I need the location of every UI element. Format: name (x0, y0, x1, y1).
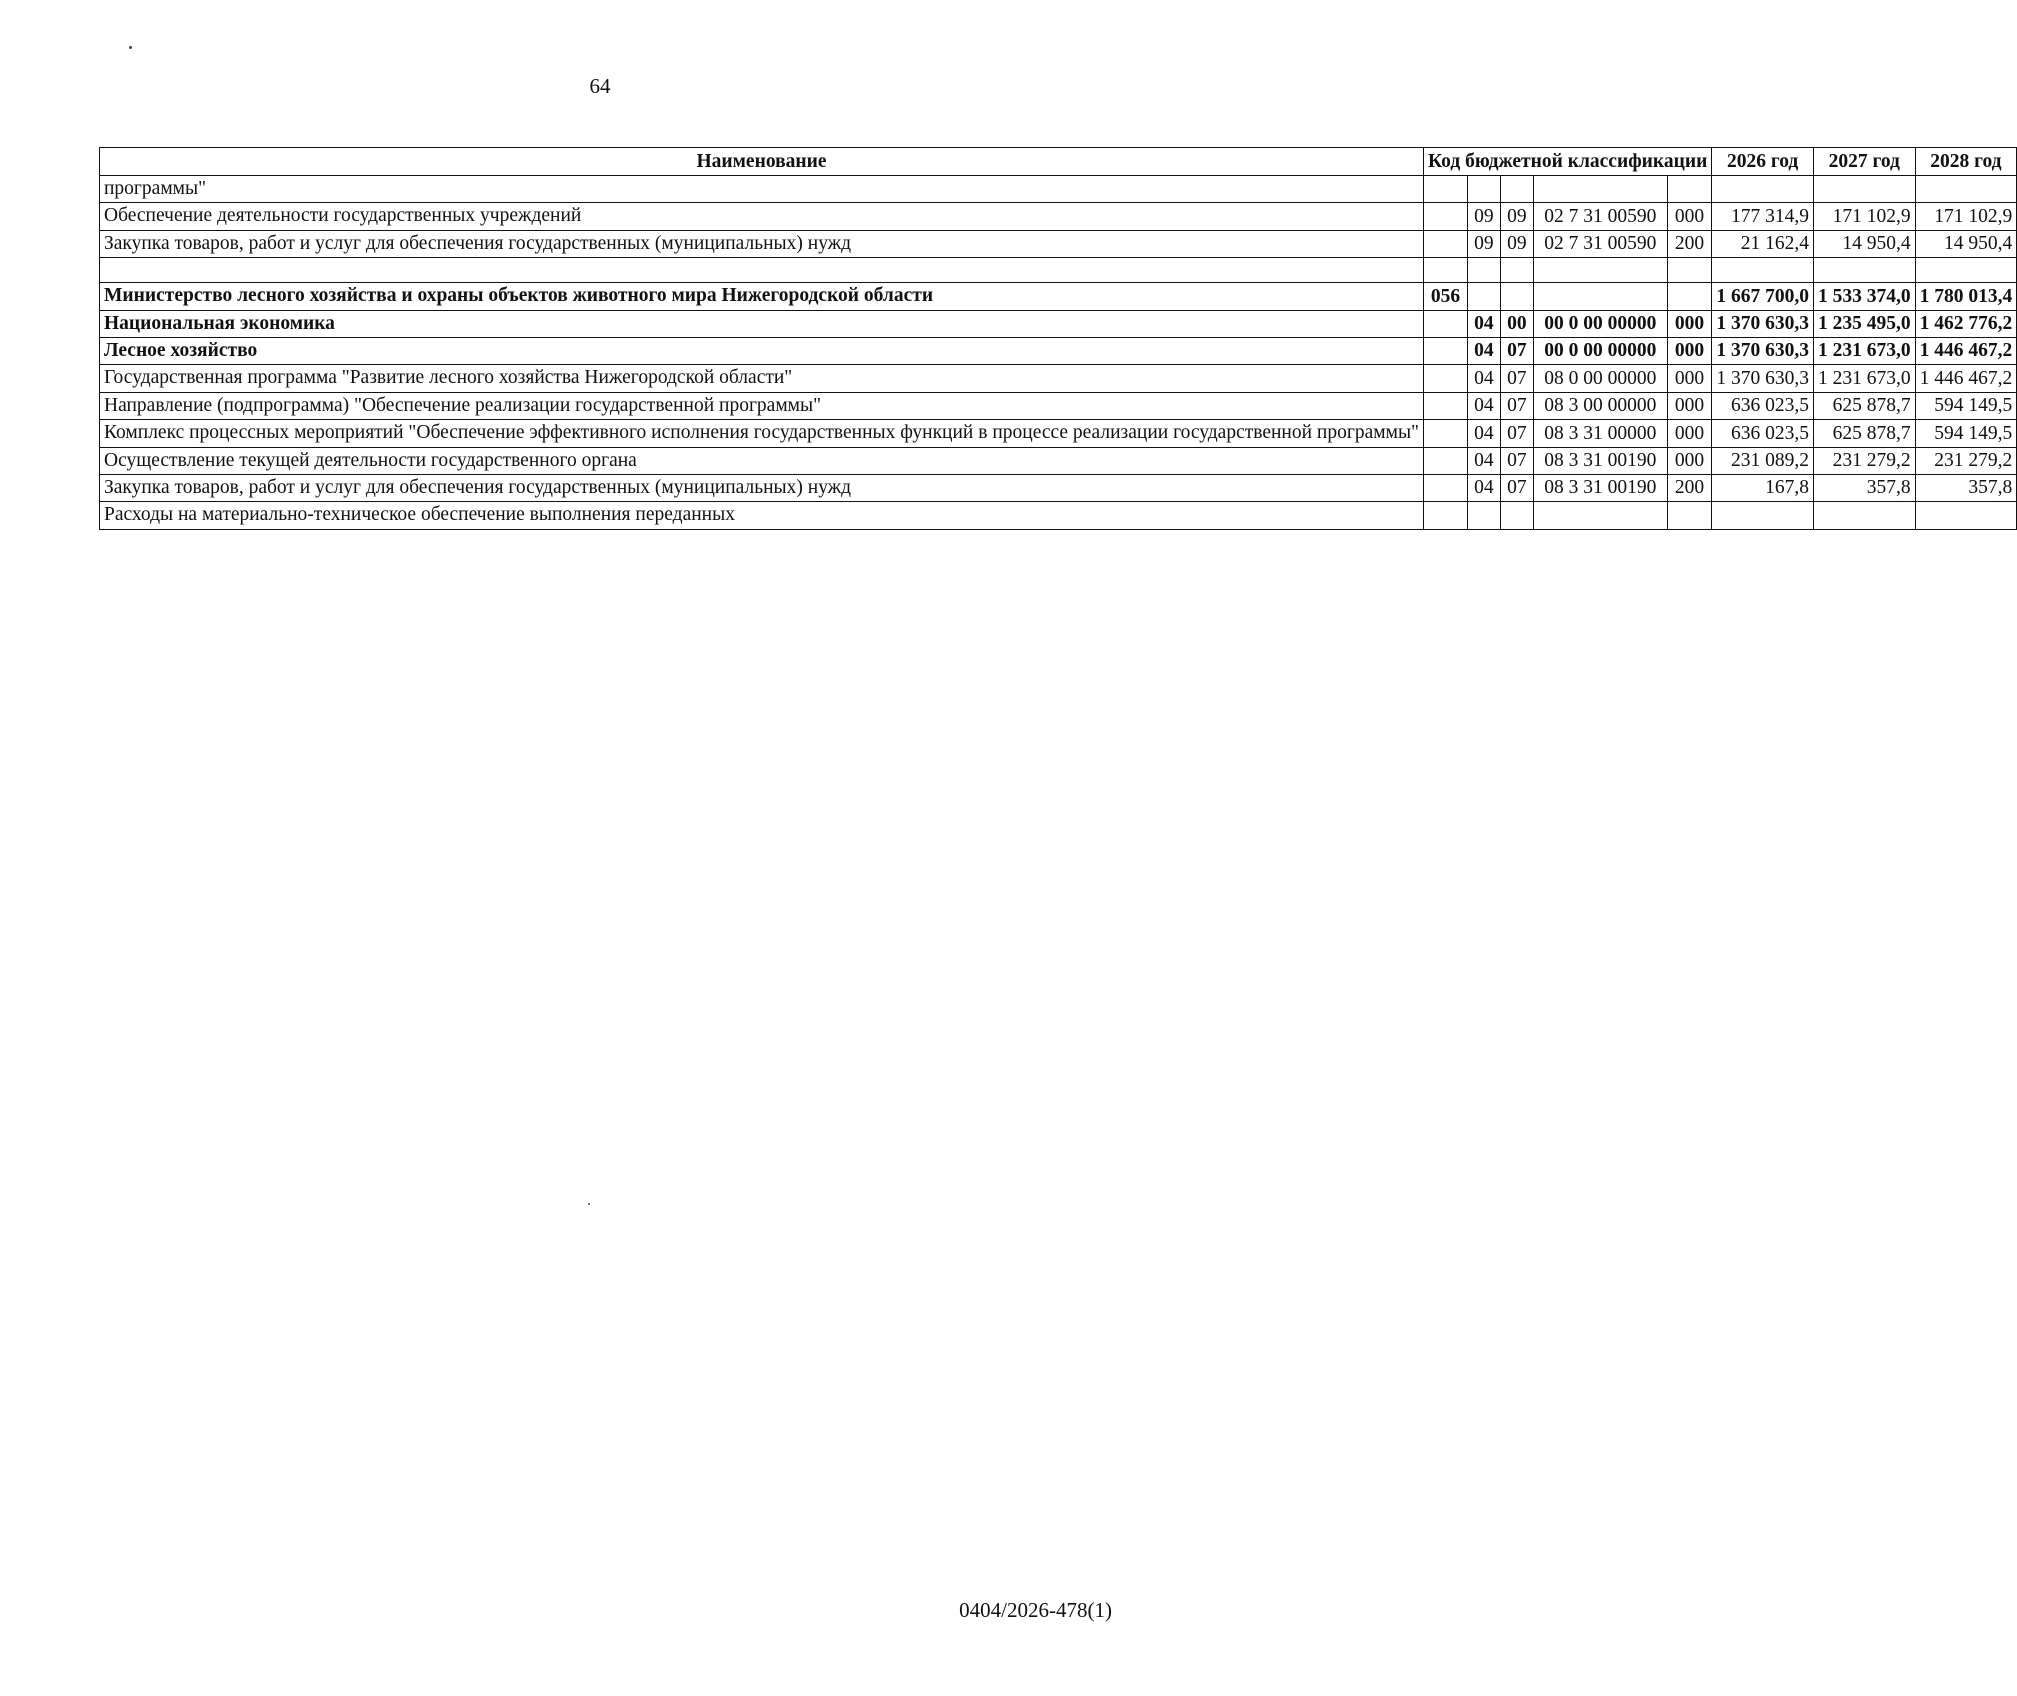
cell-y2028 (1915, 258, 2017, 283)
cell-y2026: 21 162,4 (1712, 230, 1814, 257)
cell-rz: 04 (1467, 447, 1500, 474)
cell-ministry (1424, 310, 1468, 337)
header-2027: 2027 год (1813, 148, 1915, 176)
cell-csr: 02 7 31 00590 (1533, 203, 1667, 230)
cell-y2028: 1 446 467,2 (1915, 338, 2017, 365)
cell-vr: 200 (1667, 230, 1712, 257)
cell-vr (1667, 258, 1712, 283)
cell-y2028 (1915, 502, 2017, 529)
cell-vr: 000 (1667, 203, 1712, 230)
cell-name: Расходы на материально-техническое обеспечение выполнения переданных (100, 502, 1424, 529)
cell-ministry (1424, 176, 1468, 203)
table-row (100, 310, 2017, 337)
cell-y2027: 14 950,4 (1813, 230, 1915, 257)
header-2026: 2026 год (1712, 148, 1814, 176)
cell-rz: 04 (1467, 365, 1500, 392)
cell-pr: 07 (1500, 365, 1533, 392)
cell-ministry (1424, 475, 1468, 502)
cell-rz: 04 (1467, 420, 1500, 447)
cell-vr (1667, 283, 1712, 310)
table-row (100, 365, 2017, 392)
cell-y2028: 1 462 776,2 (1915, 310, 2017, 337)
cell-ministry (1424, 258, 1468, 283)
cell-y2028: 1 780 013,4 (1915, 283, 2017, 310)
cell-y2026: 636 023,5 (1712, 392, 1814, 419)
cell-vr: 000 (1667, 338, 1712, 365)
cell-csr (1533, 502, 1667, 529)
cell-y2026: 1 370 630,3 (1712, 310, 1814, 337)
cell-rz: 04 (1467, 392, 1500, 419)
cell-y2026: 1 370 630,3 (1712, 365, 1814, 392)
cell-y2028: 231 279,2 (1915, 447, 2017, 474)
cell-ministry (1424, 230, 1468, 257)
cell-csr (1533, 258, 1667, 283)
cell-pr: 07 (1500, 447, 1533, 474)
table-row (100, 447, 2017, 474)
table-row (100, 338, 2017, 365)
cell-ministry (1424, 203, 1468, 230)
cell-y2027: 171 102,9 (1813, 203, 1915, 230)
cell-name: Государственная программа "Развитие лесного хозяйства Нижегородской области" (100, 365, 1424, 392)
cell-rz (1467, 502, 1500, 529)
cell-ministry (1424, 338, 1468, 365)
cell-name: Комплекс процессных мероприятий "Обеспечение эффективного исполнения государственных функций в процессе реализации государственной программы" (100, 420, 1424, 447)
table-row (100, 420, 2017, 447)
cell-pr: 07 (1500, 475, 1533, 502)
cell-pr (1500, 283, 1533, 310)
header-code: Код бюджетной классификации (1424, 148, 1712, 176)
header-name: Наименование (100, 148, 1424, 176)
scan-speck (129, 46, 132, 49)
cell-y2027: 1 235 495,0 (1813, 310, 1915, 337)
cell-ministry (1424, 502, 1468, 529)
table-row (100, 230, 2017, 257)
cell-csr: 08 0 00 00000 (1533, 365, 1667, 392)
cell-rz (1467, 283, 1500, 310)
cell-pr: 07 (1500, 420, 1533, 447)
cell-csr (1533, 283, 1667, 310)
cell-name: программы" (100, 176, 1424, 203)
cell-pr: 07 (1500, 338, 1533, 365)
cell-rz: 04 (1467, 310, 1500, 337)
cell-pr: 00 (1500, 310, 1533, 337)
cell-y2027: 1 533 374,0 (1813, 283, 1915, 310)
cell-y2028 (1915, 176, 2017, 203)
cell-csr: 08 3 31 00190 (1533, 447, 1667, 474)
cell-csr: 00 0 00 00000 (1533, 338, 1667, 365)
cell-y2028: 1 446 467,2 (1915, 365, 2017, 392)
cell-vr: 000 (1667, 392, 1712, 419)
header-2028: 2028 год (1915, 148, 2017, 176)
table-row (100, 203, 2017, 230)
cell-csr: 02 7 31 00590 (1533, 230, 1667, 257)
cell-y2027: 1 231 673,0 (1813, 365, 1915, 392)
cell-rz: 09 (1467, 230, 1500, 257)
cell-y2027: 357,8 (1813, 475, 1915, 502)
cell-y2026: 1 667 700,0 (1712, 283, 1814, 310)
cell-name: Национальная экономика (100, 310, 1424, 337)
scan-speck (588, 1203, 590, 1205)
table-row (100, 258, 2017, 283)
cell-name: Направление (подпрограмма) "Обеспечение реализации государственной программы" (100, 392, 1424, 419)
cell-y2027: 231 279,2 (1813, 447, 1915, 474)
cell-pr: 09 (1500, 203, 1533, 230)
cell-rz (1467, 176, 1500, 203)
cell-y2027: 1 231 673,0 (1813, 338, 1915, 365)
table-body (100, 176, 2017, 530)
cell-vr: 000 (1667, 447, 1712, 474)
cell-y2027 (1813, 176, 1915, 203)
cell-y2026: 177 314,9 (1712, 203, 1814, 230)
cell-y2026 (1712, 258, 1814, 283)
table-row (100, 392, 2017, 419)
table-row (100, 502, 2017, 529)
table-header-row (100, 148, 2017, 176)
cell-name: Закупка товаров, работ и услуг для обеспечения государственных (муниципальных) нужд (100, 230, 1424, 257)
table-row (100, 283, 2017, 310)
cell-pr: 09 (1500, 230, 1533, 257)
document-number: 0404/2026-478(1) (959, 1598, 1112, 1622)
cell-y2028: 171 102,9 (1915, 203, 2017, 230)
cell-csr: 08 3 31 00000 (1533, 420, 1667, 447)
cell-y2027 (1813, 502, 1915, 529)
cell-vr (1667, 502, 1712, 529)
cell-name (100, 258, 1424, 283)
cell-ministry: 056 (1424, 283, 1468, 310)
cell-y2028: 14 950,4 (1915, 230, 2017, 257)
cell-name: Лесное хозяйство (100, 338, 1424, 365)
cell-y2026: 636 023,5 (1712, 420, 1814, 447)
cell-y2028: 594 149,5 (1915, 392, 2017, 419)
cell-pr (1500, 176, 1533, 203)
cell-csr: 08 3 00 00000 (1533, 392, 1667, 419)
cell-csr: 08 3 31 00190 (1533, 475, 1667, 502)
cell-ministry (1424, 447, 1468, 474)
cell-ministry (1424, 365, 1468, 392)
cell-csr: 00 0 00 00000 (1533, 310, 1667, 337)
cell-rz (1467, 258, 1500, 283)
cell-name: Обеспечение деятельности государственных учреждений (100, 203, 1424, 230)
table-row (100, 176, 2017, 203)
cell-vr: 000 (1667, 310, 1712, 337)
cell-vr (1667, 176, 1712, 203)
page-number: 64 (589, 74, 611, 98)
cell-y2026: 231 089,2 (1712, 447, 1814, 474)
cell-y2027: 625 878,7 (1813, 420, 1915, 447)
cell-vr: 000 (1667, 365, 1712, 392)
cell-y2028: 594 149,5 (1915, 420, 2017, 447)
cell-y2026 (1712, 502, 1814, 529)
cell-rz: 04 (1467, 475, 1500, 502)
table-row (100, 475, 2017, 502)
cell-ministry (1424, 420, 1468, 447)
cell-y2026: 1 370 630,3 (1712, 338, 1814, 365)
cell-rz: 04 (1467, 338, 1500, 365)
budget-table (99, 147, 2017, 530)
cell-csr (1533, 176, 1667, 203)
cell-name: Осуществление текущей деятельности государственного органа (100, 447, 1424, 474)
cell-name: Закупка товаров, работ и услуг для обеспечения государственных (муниципальных) нужд (100, 475, 1424, 502)
cell-rz: 09 (1467, 203, 1500, 230)
cell-pr: 07 (1500, 392, 1533, 419)
cell-vr: 200 (1667, 475, 1712, 502)
cell-y2026: 167,8 (1712, 475, 1814, 502)
cell-y2026 (1712, 176, 1814, 203)
cell-pr (1500, 502, 1533, 529)
cell-y2027 (1813, 258, 1915, 283)
cell-vr: 000 (1667, 420, 1712, 447)
cell-y2027: 625 878,7 (1813, 392, 1915, 419)
cell-name: Министерство лесного хозяйства и охраны объектов животного мира Нижегородской области (100, 283, 1424, 310)
cell-pr (1500, 258, 1533, 283)
cell-y2028: 357,8 (1915, 475, 2017, 502)
cell-ministry (1424, 392, 1468, 419)
